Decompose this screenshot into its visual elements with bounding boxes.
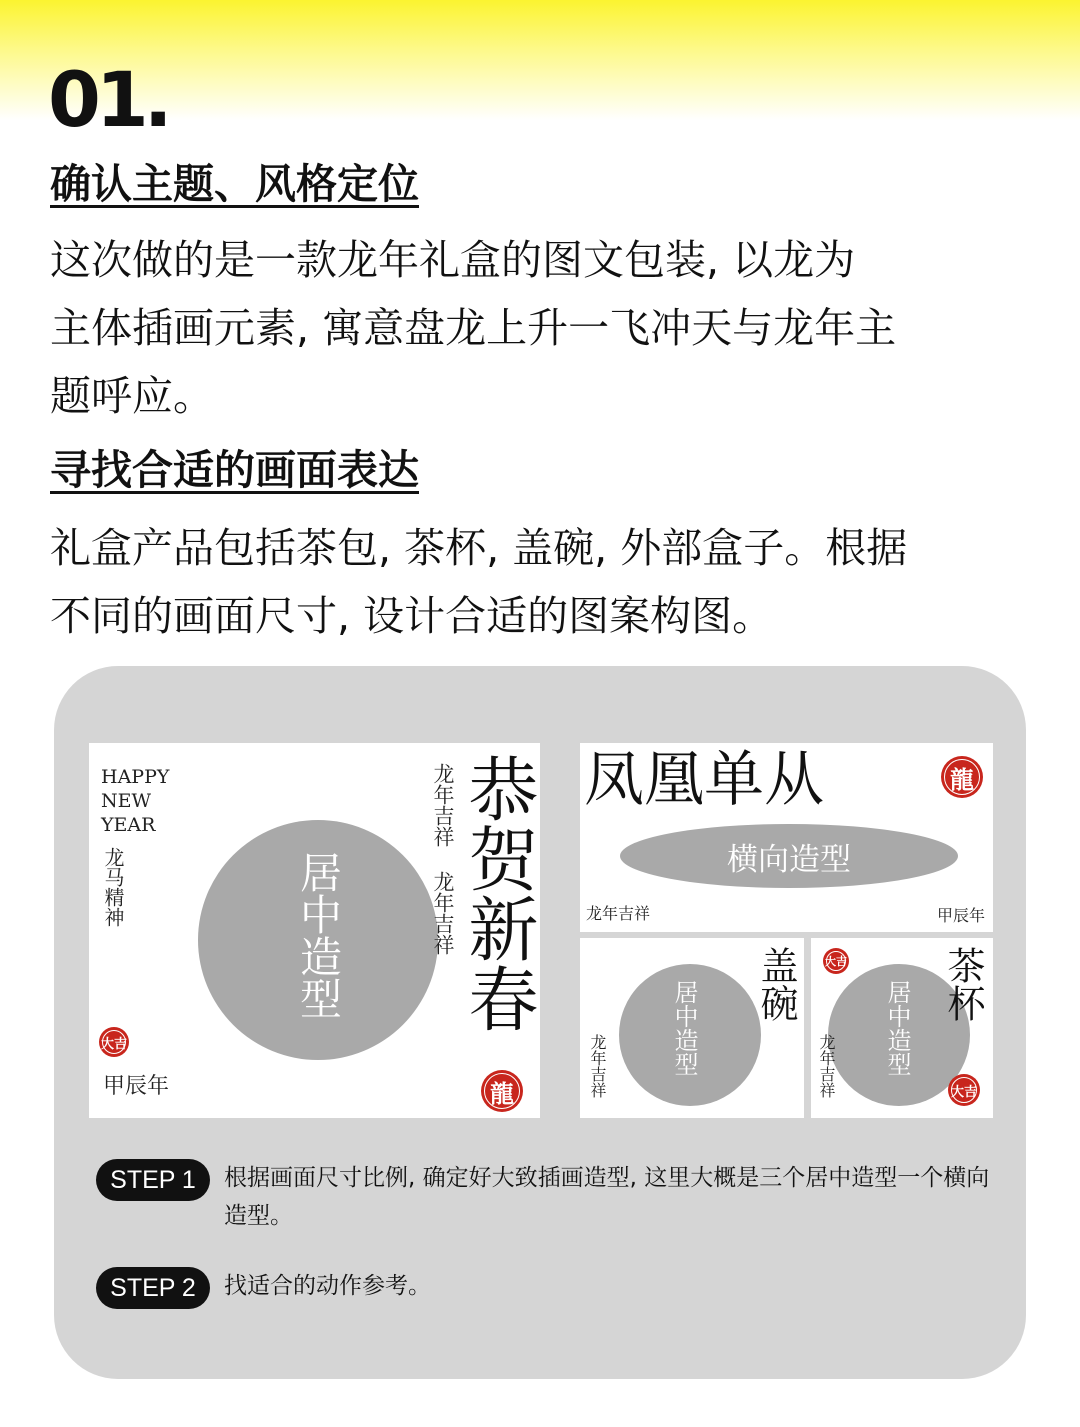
heading-expression: 寻找合适的画面表达 [50, 446, 419, 494]
layout-panel [54, 666, 1026, 1379]
center-shape-label: 居中造型 [883, 980, 911, 1076]
main-title: 恭贺新春 [457, 753, 539, 1033]
section-number: 01. [48, 55, 168, 144]
gaiwan-title: 盖碗 [754, 946, 798, 1022]
seal-icon: 大吉 [99, 1027, 129, 1057]
paragraph-line: 礼盒产品包括茶包, 茶杯, 盖碗, 外部盒子。根据 [50, 524, 908, 572]
step-1 [96, 1159, 1004, 1235]
phoenix-title: 凤凰单从 [584, 745, 824, 815]
horizontal-shape-label: 横向造型 [727, 841, 851, 878]
dragon-seal-icon: 龍 [481, 1070, 523, 1112]
card-teacup [811, 938, 993, 1118]
blessing-text: 龙年吉祥 [431, 871, 455, 955]
paragraph-theme [50, 226, 1050, 430]
happy-new-year-text: HAPPY NEW YEAR [101, 766, 170, 836]
dragon-seal-icon: 龍 [941, 756, 983, 798]
center-shape-label: 居中造型 [294, 851, 343, 1019]
step-2 [96, 1267, 1004, 1309]
teacup-title: 茶杯 [941, 946, 985, 1022]
spirit-text: 龙马精神 [101, 847, 125, 927]
center-shape-label: 居中造型 [670, 980, 698, 1076]
seal-icon: 大吉 [823, 948, 849, 974]
seal-icon: 大吉 [948, 1074, 980, 1106]
paragraph-line: 主体插画元素, 寓意盘龙上升一飞冲天与龙年主 [50, 304, 897, 352]
blessing-text: 龙年吉祥 [588, 1034, 607, 1098]
paragraph-line: 不同的画面尺寸, 设计合适的图案构图。 [50, 592, 774, 640]
paragraph-line: 这次做的是一款龙年礼盒的图文包装, 以龙为 [50, 236, 856, 284]
heading-theme: 确认主题、风格定位 [50, 160, 419, 208]
step-badge: STEP 2 [96, 1267, 210, 1309]
card-phoenix [580, 743, 993, 932]
blessing-text: 龙年吉祥 [817, 1034, 836, 1098]
paragraph-line: 题呼应。 [50, 372, 214, 420]
card-main [89, 743, 540, 1118]
year-label: 甲辰年 [103, 1074, 170, 1099]
step-text: 根据画面尺寸比例, 确定好大致插画造型, 这里大概是三个居中造型一个横向造型。 [224, 1165, 990, 1229]
paragraph-expression [50, 514, 1050, 650]
card-gaiwan [580, 938, 804, 1118]
blessing-text: 龙年吉祥 [431, 763, 455, 847]
year-label: 甲辰年 [936, 906, 985, 925]
blessing-text: 龙年吉祥 [586, 904, 651, 923]
step-badge: STEP 1 [96, 1159, 210, 1201]
step-text: 找适合的动作参考。 [224, 1273, 431, 1299]
